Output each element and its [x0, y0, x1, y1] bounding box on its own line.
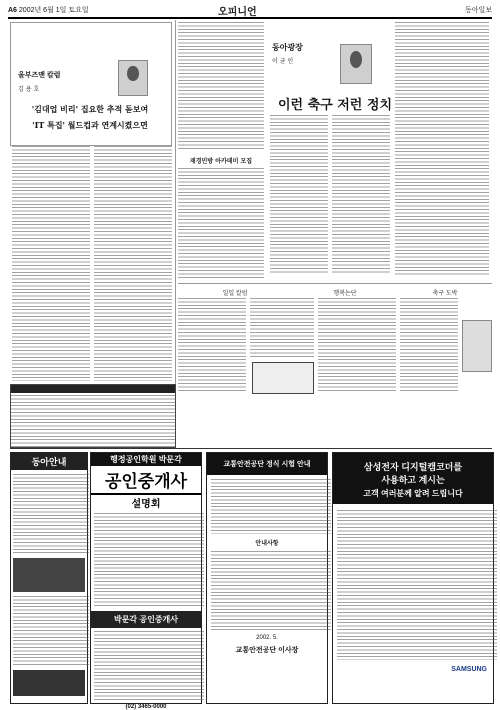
traffic-ad [206, 452, 328, 704]
gambling-illustration [462, 320, 492, 372]
donga-guide-title: 동아안내 [11, 453, 87, 470]
traffic-subtitle: 안내사항 [255, 541, 279, 547]
plaza-text-2 [332, 115, 390, 275]
daily-text-1 [178, 298, 246, 393]
mid-text-bottom [178, 168, 264, 280]
happy-text [318, 298, 396, 393]
football-gambling-title: 축구 도박 [432, 291, 458, 297]
realestate-subtitle: 설명회 [131, 499, 161, 510]
samsung-logo: SAMSUNG [451, 666, 487, 673]
plaza-text-3 [395, 22, 489, 275]
page-header [8, 3, 492, 19]
ombudsman-series: 올부즈맨 칼럼 [18, 72, 61, 79]
newspaper-name: 동아일보 [464, 7, 492, 14]
daily-small-ad [252, 362, 314, 394]
ombudsman-text-col1 [12, 146, 90, 381]
realestate-phone: (02) 3465-0000 [125, 704, 167, 710]
samsung-ad [332, 452, 494, 704]
realestate-bottom-title: 박문각 공인중개사 [91, 611, 201, 628]
plaza-headline: 이런 축구 저런 정치 [277, 98, 393, 113]
happy-column-title: 행복논단 [333, 291, 357, 297]
ombudsman-photo [118, 60, 148, 96]
realestate-title: 공인중개사 [91, 466, 201, 495]
mid-ad-title: 재경민방 아카데미 모집 [189, 158, 253, 165]
daily-column-title: 일일 칼럼 [222, 291, 248, 297]
realestate-ad [90, 452, 202, 710]
samsung-headline-2: 사용하고 계시는 [381, 475, 445, 485]
mid-text-top [178, 22, 264, 150]
plaza-author: 이 균 인 [272, 58, 294, 65]
listing-ad-block [10, 384, 176, 448]
samsung-headline [333, 453, 493, 504]
realestate-school: 행정공인학원 박문각 [91, 453, 201, 466]
donga-guide-ad [10, 452, 88, 704]
daily-text-2 [250, 298, 314, 358]
plaza-photo [340, 44, 372, 84]
ombudsman-headline-2: 'IT 특집' 월드컵과 연계시켰으면 [32, 120, 148, 130]
traffic-date: 2002. 5. [256, 635, 278, 641]
traffic-title: 교통안전공단 정식 시험 안내 [207, 453, 327, 475]
gambling-text [400, 298, 458, 393]
samsung-headline-1: 삼성전자 디지털캠코더를 [363, 462, 463, 472]
ombudsman-text-col2 [94, 146, 172, 381]
plaza-series: 동아광장 [272, 43, 303, 52]
section-title: 오피니언 [218, 7, 257, 18]
samsung-headline-3: 고객 여러분께 알려 드립니다 [363, 489, 463, 498]
plaza-text-1 [270, 115, 328, 275]
page-number-date: A6 2002년 6월 1일 토요일 [8, 7, 89, 14]
ombudsman-headline-1: '김대업 비리' 집요한 추적 돋보여 [31, 104, 149, 114]
traffic-org: 교통안전공단 이사장 [235, 647, 299, 654]
ombudsman-author: 김 용 호 [18, 86, 40, 93]
